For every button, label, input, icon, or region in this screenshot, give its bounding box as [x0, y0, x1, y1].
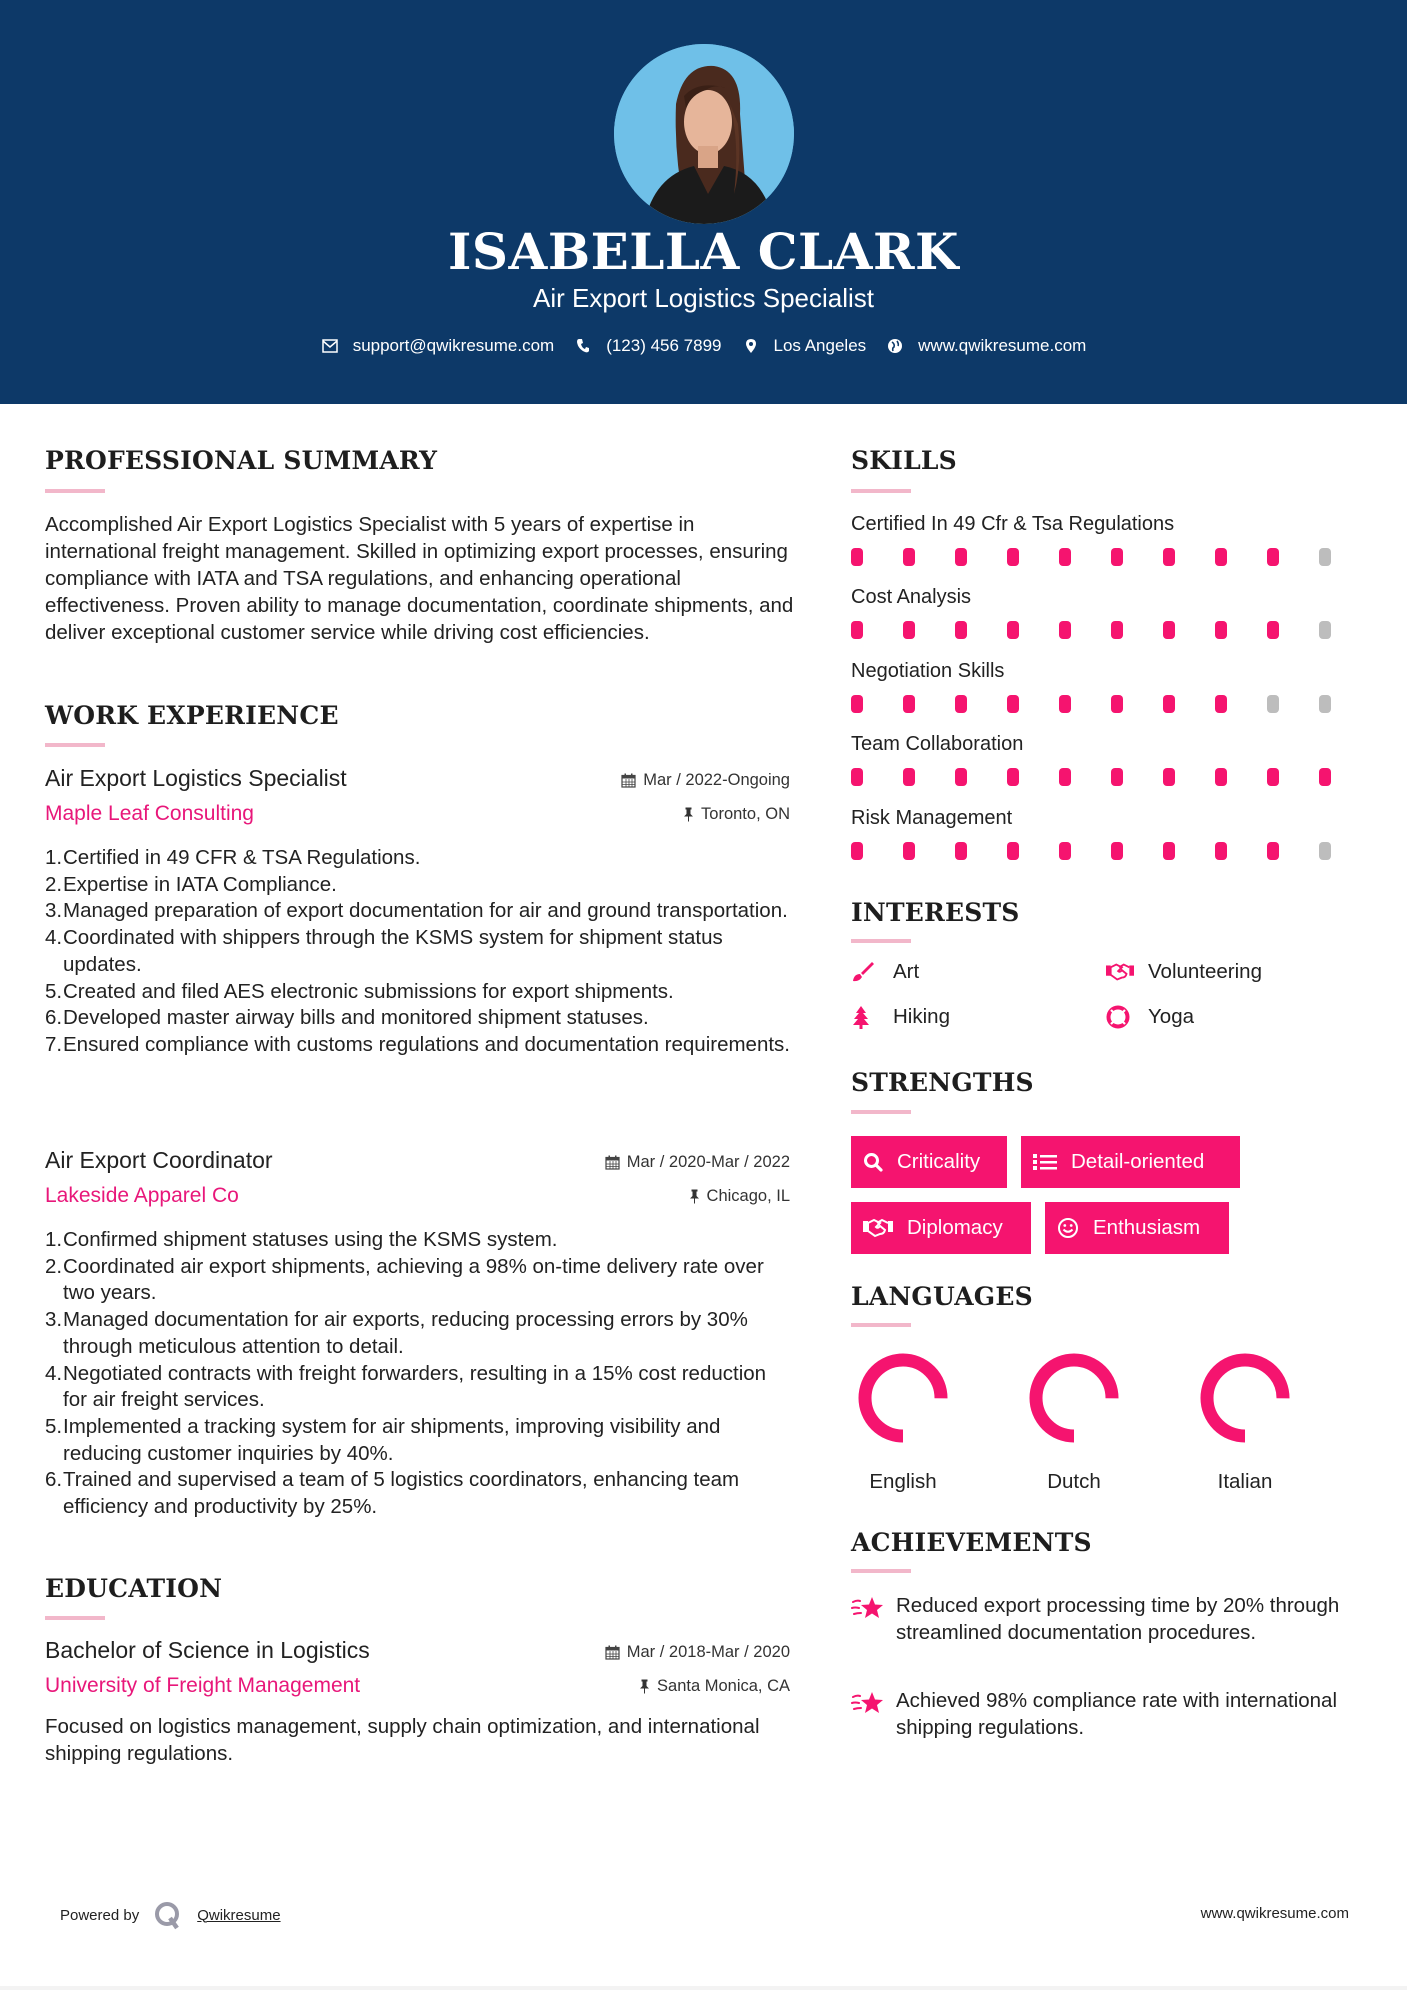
job-bullets: [45, 1227, 795, 1521]
skill-rating: [851, 695, 1371, 713]
list-item: 4. Coordinated with shippers through the KSMS system for shipment status updates.: [45, 926, 723, 976]
strength-label: Detail-oriented: [1071, 1150, 1205, 1173]
list-item: 6. Developed master airway bills and monitored shipment statuses.: [45, 1006, 649, 1030]
achievement-item: [851, 1592, 1341, 1646]
job-location: [689, 1187, 790, 1206]
phone-text: (123) 456 7899: [606, 336, 722, 355]
skill-item: [851, 660, 1371, 713]
calendar-icon: [605, 1155, 620, 1170]
pushpin-icon: [683, 807, 694, 822]
education-date: [605, 1643, 790, 1662]
contact-phone[interactable]: [574, 336, 721, 356]
degree-title: Bachelor of Science in Logistics: [45, 1637, 370, 1663]
skill-name: Team Collaboration: [851, 733, 1024, 755]
candidate-name: ISABELLA CLARK: [448, 222, 959, 281]
language-progress-ring: [1197, 1350, 1293, 1446]
language-progress-ring: [1026, 1350, 1122, 1446]
contact-website[interactable]: [886, 336, 1086, 356]
language-item: [848, 1350, 958, 1494]
job-entry: [45, 765, 790, 1115]
job-date: [605, 1153, 790, 1172]
calendar-icon: [621, 773, 636, 788]
education-entry: [45, 1637, 790, 1767]
shooting-star-icon: [851, 1687, 896, 1741]
skill-item: [851, 807, 1371, 860]
heading-underline: [851, 489, 911, 493]
skill-name: Certified In 49 Cfr & Tsa Regulations: [851, 513, 1175, 535]
job-date: [621, 771, 790, 790]
heading-underline: [851, 939, 911, 943]
list-item: 1. Certified in 49 CFR & TSA Regulations.: [45, 846, 421, 869]
date-text: Mar / 2018-Mar / 2020: [626, 1643, 790, 1661]
list-item: 5. Implemented a tracking system for air shipments, improving visibility and reducing customer inquiries by 40%.: [45, 1414, 721, 1465]
section-heading-summary: PROFESSIONAL SUMMARY: [45, 446, 438, 475]
job-bullets: [45, 845, 795, 1059]
interest-label: Yoga: [1148, 1005, 1194, 1028]
smile-icon: [1057, 1217, 1079, 1239]
language-name: Italian: [1217, 1470, 1273, 1493]
education-description: Focused on logistics management, supply chain optimization, and international shipping regulations.: [45, 1715, 760, 1765]
achievement-text: Reduced export processing time by 20% through streamlined documentation procedures.: [896, 1594, 1340, 1644]
interest-item: [1106, 960, 1262, 984]
job-location: [683, 805, 790, 824]
pushpin-icon: [689, 1189, 700, 1204]
section-heading-experience: WORK EXPERIENCE: [45, 701, 339, 730]
list-item: 2. Coordinated air export shipments, achieving a 98% on-time delivery rate over two years.: [45, 1254, 764, 1305]
section-heading-achievements: ACHIEVEMENTS: [851, 1528, 1092, 1557]
job-entry: [45, 1147, 790, 1527]
interest-label: Volunteering: [1148, 960, 1262, 983]
skill-name: Negotiation Skills: [851, 660, 1005, 682]
person-portrait-icon: [614, 44, 794, 224]
achievement-text: Achieved 98% compliance rate with international shipping regulations.: [896, 1689, 1338, 1739]
heading-underline: [851, 1569, 911, 1573]
website-text: www.qwikresume.com: [918, 336, 1087, 355]
location-text: Santa Monica, CA: [657, 1677, 790, 1695]
education-location: [639, 1677, 790, 1696]
strength-label: Diplomacy: [907, 1216, 1003, 1239]
language-name: Dutch: [1047, 1470, 1101, 1493]
skill-rating: [851, 621, 1371, 639]
profile-photo: [614, 44, 794, 224]
contact-email[interactable]: [321, 336, 555, 356]
interest-label: Hiking: [893, 1005, 950, 1028]
heading-underline: [45, 1616, 105, 1620]
page-bottom-edge: [0, 1986, 1407, 1990]
summary-text: Accomplished Air Export Logistics Specialist with 5 years of expertise in international freight management. Skilled in optimizing export processes, ensuring compliance with IATA and TSA regulations, and enhancing operational effectiveness. Proven ability to manage documentation, coordinate shipments, and deliver exceptional customer service while driving cost efficiencies.: [45, 513, 794, 644]
job-company: Maple Leaf Consulting: [45, 802, 254, 825]
handshake-icon: [1106, 960, 1134, 984]
list-item: 5. Created and filed AES electronic submissions for export shipments.: [45, 979, 674, 1003]
qwikresume-link[interactable]: Qwikresume: [197, 1906, 281, 1924]
list-item: 4. Negotiated contracts with freight forwarders, resulting in a 15% cost reduction for air freight services.: [45, 1361, 767, 1412]
language-progress-ring: [855, 1350, 951, 1446]
language-name: English: [869, 1470, 937, 1493]
list-icon: [1033, 1152, 1057, 1172]
footer-website-link[interactable]: www.qwikresume.com: [1200, 1905, 1349, 1922]
qwikresume-logo-icon: [153, 1900, 183, 1930]
heading-underline: [45, 743, 105, 747]
strength-badge: [1045, 1202, 1229, 1254]
skill-name: Cost Analysis: [851, 586, 972, 608]
interest-item: [1106, 1005, 1194, 1029]
paintbrush-icon: [851, 960, 879, 984]
email-text: support@qwikresume.com: [352, 336, 555, 355]
heading-underline: [851, 1323, 911, 1327]
pushpin-icon: [639, 1679, 650, 1694]
section-heading-education: EDUCATION: [45, 1574, 223, 1603]
calendar-icon: [605, 1645, 620, 1660]
shooting-star-icon: [851, 1592, 896, 1646]
strength-badge: [851, 1202, 1031, 1254]
section-heading-interests: INTERESTS: [851, 898, 1020, 927]
skill-rating: [851, 548, 1371, 566]
phone-icon: [574, 337, 592, 355]
powered-by-label: Powered by: [60, 1906, 140, 1924]
globe-icon: [886, 337, 904, 355]
list-item: 3. Managed preparation of export documentation for air and ground transportation.: [45, 899, 788, 923]
strength-label: Enthusiasm: [1093, 1216, 1201, 1239]
skill-name: Risk Management: [851, 807, 1013, 829]
section-heading-skills: SKILLS: [851, 446, 957, 475]
strength-label: Criticality: [897, 1150, 981, 1173]
strength-badge: [851, 1136, 1007, 1188]
candidate-title: Air Export Logistics Specialist: [532, 283, 875, 313]
list-item: 1. Confirmed shipment statuses using the KSMS system.: [45, 1228, 558, 1251]
date-text: Mar / 2020-Mar / 2022: [626, 1153, 790, 1171]
achievement-item: [851, 1687, 1341, 1741]
interest-item: [851, 960, 919, 984]
contact-location: [742, 336, 867, 356]
list-item: 2. Expertise in IATA Compliance.: [45, 872, 337, 896]
date-text: Mar / 2022-Ongoing: [643, 771, 790, 789]
section-heading-strengths: STRENGTHS: [851, 1068, 1034, 1097]
job-company: Lakeside Apparel Co: [45, 1184, 239, 1207]
list-item: 6. Trained and supervised a team of 5 logistics coordinators, enhancing team efficiency and productivity by 25%.: [45, 1468, 740, 1519]
heading-underline: [851, 1110, 911, 1114]
map-marker-icon: [742, 337, 760, 355]
language-item: [1019, 1350, 1129, 1494]
search-icon: [863, 1152, 883, 1172]
contact-bar: [0, 336, 1407, 356]
location-text: Chicago, IL: [706, 1187, 790, 1205]
heading-underline: [45, 489, 105, 493]
skill-item: [851, 586, 1371, 639]
job-title: Air Export Coordinator: [45, 1147, 273, 1173]
interest-label: Art: [893, 960, 920, 983]
tree-icon: [851, 1005, 879, 1029]
skill-rating: [851, 842, 1371, 860]
location-text: Toronto, ON: [701, 805, 790, 823]
interest-item: [851, 1005, 950, 1029]
list-item: 7. Ensured compliance with customs regulations and documentation requirements.: [45, 1032, 790, 1056]
school-name: University of Freight Management: [45, 1674, 361, 1697]
list-item: 3. Managed documentation for air exports, reducing processing errors by 30% through meticulous attention to detail.: [45, 1308, 748, 1358]
language-item: [1190, 1350, 1300, 1494]
envelope-icon: [321, 337, 339, 355]
handshake-icon: [863, 1217, 893, 1239]
resume-header: [0, 0, 1407, 404]
location-text: Los Angeles: [773, 336, 867, 355]
skill-item: [851, 513, 1371, 566]
strength-badge: [1021, 1136, 1240, 1188]
powered-by: [60, 1900, 281, 1930]
skill-item: [851, 733, 1371, 786]
skill-rating: [851, 768, 1371, 786]
job-title: Air Export Logistics Specialist: [45, 765, 347, 791]
life-ring-icon: [1106, 1005, 1134, 1029]
section-heading-languages: LANGUAGES: [851, 1282, 1033, 1311]
